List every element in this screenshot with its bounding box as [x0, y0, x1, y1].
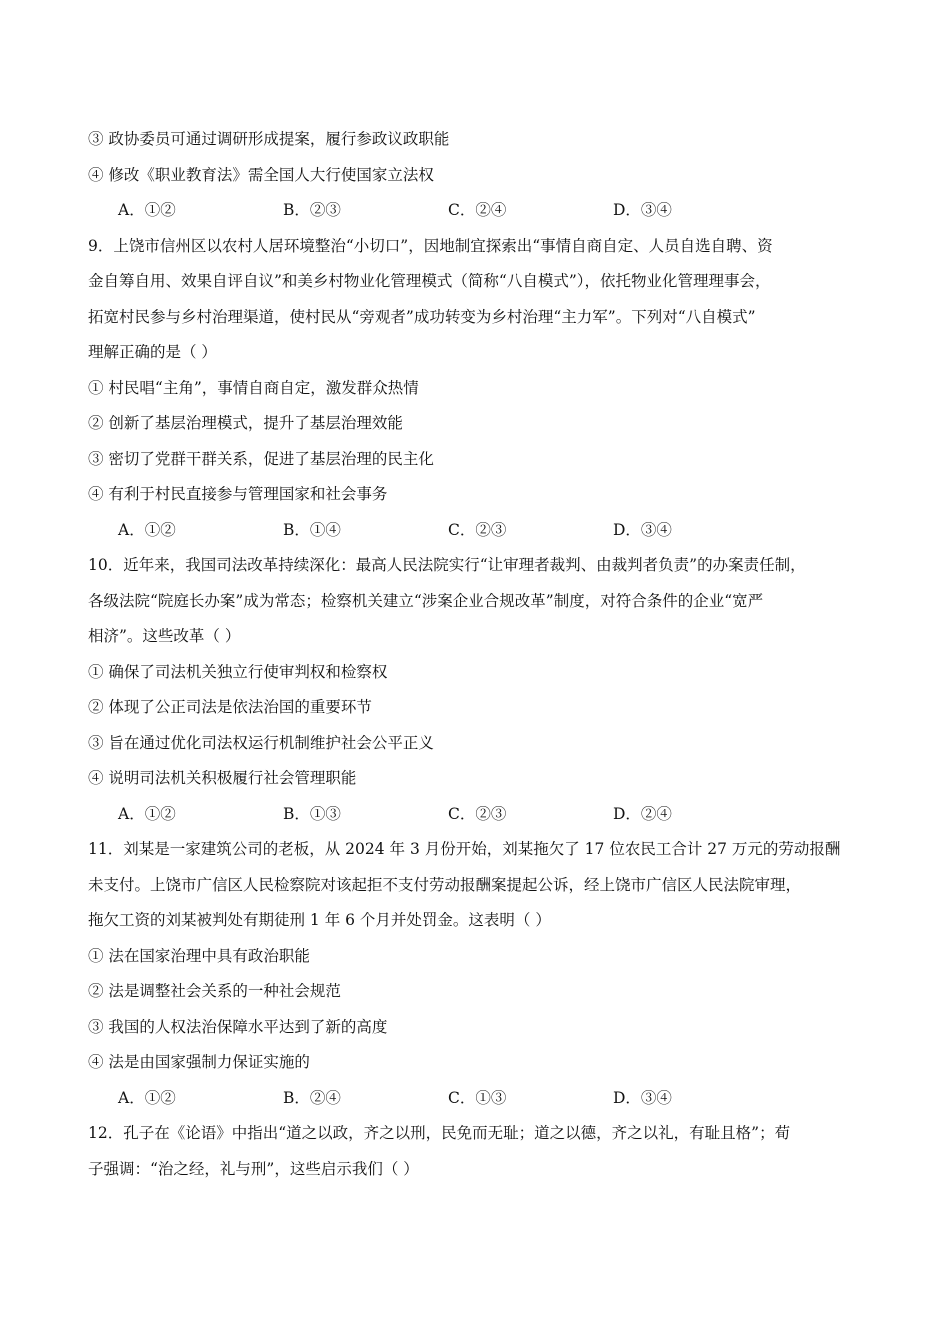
- question-stem-line: 拓宽村民参与乡村治理渠道，使村民从“旁观者”成功转变为乡村治理“主力军”。下列对“八自模式”: [88, 307, 756, 326]
- question-stem-line: 子强调：“治之经，礼与刑”，这些启示我们（ ）: [88, 1159, 419, 1178]
- option-c[interactable]: C．②③: [448, 520, 507, 539]
- statement-1: ① 确保了司法机关独立行使审判权和检察权: [88, 662, 388, 681]
- option-d[interactable]: D．②④: [613, 804, 672, 823]
- option-b[interactable]: B．②③: [283, 201, 341, 219]
- option-d[interactable]: D．③④: [613, 1088, 672, 1107]
- statement-3: ③ 政协委员可通过调研形成提案，履行参政议政职能: [88, 130, 450, 148]
- answer-options: [88, 797, 873, 833]
- option-a[interactable]: A．①②: [118, 201, 176, 219]
- statement-3: ③ 密切了党群干群关系，促进了基层治理的民主化: [88, 449, 434, 468]
- question-stem-line: 拖欠工资的刘某被判处有期徒刑 1 年 6 个月并处罚金。这表明（ ）: [88, 911, 551, 929]
- question-stem-line: 金自筹自用、效果自评自议”和美乡村物业化管理模式（简称“八自模式”），依托物业化管理理事会，: [88, 272, 771, 290]
- statement-4: ④ 有利于村民直接参与管理国家和社会事务: [88, 485, 388, 503]
- question-stem-line: 各级法院“院庭长办案”成为常态；检察机关建立“涉案企业合规改革”制度，对符合条件的企业“宽严: [88, 591, 764, 610]
- question-stem-line: 11．刘某是一家建筑公司的老板，从 2024 年 3 月份开始，刘某拖欠了 17 位农民工合计 27 万元的劳动报酬: [88, 840, 841, 858]
- question-11: [88, 832, 873, 1116]
- option-d[interactable]: D．③④: [613, 520, 672, 539]
- question-10: [88, 548, 873, 832]
- option-b[interactable]: B．②④: [283, 1088, 341, 1107]
- question-8-tail: [88, 122, 873, 229]
- option-a[interactable]: A．①②: [118, 804, 176, 823]
- question-stem-line: 9．上饶市信州区以农村人居环境整治“小切口”，因地制宜探索出“事情自商自定、人员自选自聘、资: [88, 236, 773, 255]
- option-c[interactable]: C．②④: [448, 201, 507, 219]
- statement-3: ③ 我国的人权法治保障水平达到了新的高度: [88, 1017, 388, 1036]
- option-a[interactable]: A．①②: [118, 520, 176, 539]
- option-a[interactable]: A．①②: [118, 1088, 176, 1107]
- question-stem-line: 12．孔子在《论语》中指出“道之以政，齐之以刑，民免而无耻；道之以德，齐之以礼，有耻且格”；荀: [88, 1124, 791, 1142]
- option-d[interactable]: D．③④: [613, 201, 672, 219]
- question-stem-line: 10．近年来，我国司法改革持续深化：最高人民法院实行“让审理者裁判、由裁判者负责”的办案责任制，: [88, 556, 806, 574]
- question-9: [88, 229, 873, 549]
- statement-4: ④ 说明司法机关积极履行社会管理职能: [88, 769, 357, 787]
- statement-4: ④ 法是由国家强制力保证实施的: [88, 1053, 310, 1071]
- statement-1: ① 村民唱“主角”，事情自商自定，激发群众热情: [88, 378, 419, 397]
- statement-3: ③ 旨在通过优化司法权运行机制维护社会公平正义: [88, 733, 434, 752]
- question-stem-line: 理解正确的是（ ）: [88, 343, 217, 361]
- option-b[interactable]: B．①③: [283, 804, 341, 823]
- statement-1: ① 法在国家治理中具有政治职能: [88, 946, 310, 965]
- exam-page: [88, 122, 873, 1187]
- answer-options: [88, 1081, 873, 1117]
- statement-2: ② 体现了公正司法是依法治国的重要环节: [88, 698, 372, 716]
- question-12: [88, 1116, 873, 1187]
- option-b[interactable]: B．①④: [283, 520, 341, 539]
- statement-4: ④ 修改《职业教育法》需全国人大行使国家立法权: [88, 165, 434, 184]
- question-stem-line: 相济”。这些改革（ ）: [88, 627, 241, 645]
- statement-2: ② 创新了基层治理模式，提升了基层治理效能: [88, 414, 403, 432]
- option-c[interactable]: C．②③: [448, 804, 507, 823]
- statement-2: ② 法是调整社会关系的一种社会规范: [88, 982, 341, 1000]
- answer-options: [88, 193, 873, 229]
- answer-options: [88, 513, 873, 549]
- option-c[interactable]: C．①③: [448, 1088, 507, 1107]
- question-stem-line: 未支付。上饶市广信区人民检察院对该起拒不支付劳动报酬案提起公诉，经上饶市广信区人民法院审理，: [88, 875, 802, 894]
